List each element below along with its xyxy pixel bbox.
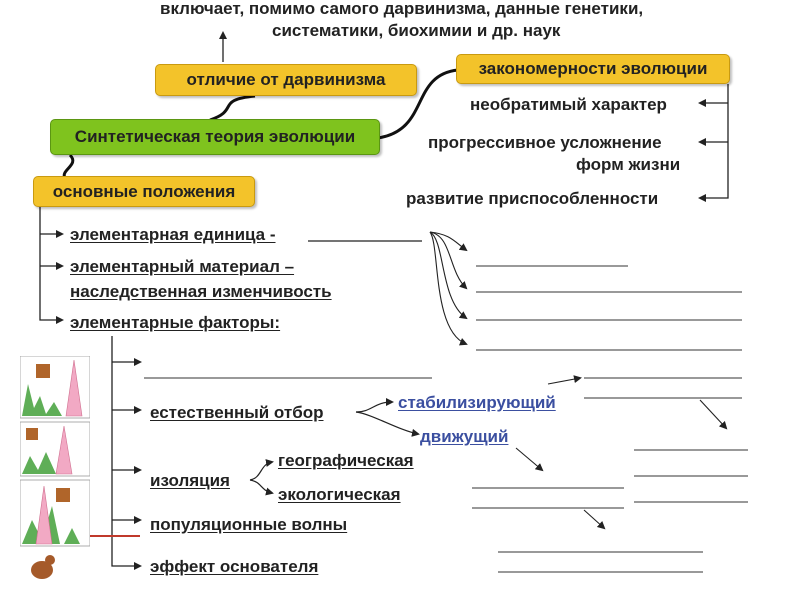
curve-to-principles bbox=[64, 155, 73, 178]
item-adaptation: развитие приспособленности bbox=[406, 189, 659, 208]
chart-panel-3 bbox=[20, 480, 90, 546]
fan-arrow-1 bbox=[430, 232, 466, 250]
chart-panel-1 bbox=[20, 356, 90, 418]
fan-arrow-3 bbox=[430, 232, 466, 318]
main-principles-box[interactable]: основные положения bbox=[33, 176, 255, 207]
principles-bracket bbox=[40, 206, 62, 320]
arrow-right-stab bbox=[548, 378, 580, 384]
item-progressive-line1: прогрессивное усложнение bbox=[428, 133, 662, 152]
difference-box[interactable]: отличие от дарвинизма bbox=[155, 64, 417, 96]
factor-population-waves: популяционные волны bbox=[150, 515, 348, 534]
population-charts-illustration bbox=[20, 356, 90, 586]
arrow-drive-down bbox=[516, 448, 542, 470]
factor-founder-effect: эффект основателя bbox=[150, 557, 319, 576]
principle-material-line1: элементарный материал – bbox=[70, 257, 295, 276]
synthetic-theory-box[interactable]: Синтетическая теория эволюции bbox=[50, 119, 380, 155]
arrow-down-right bbox=[700, 400, 726, 428]
arrow-ecological bbox=[250, 480, 272, 493]
factors-bracket bbox=[112, 336, 140, 566]
principle-elementary-unit: элементарная единица - bbox=[70, 225, 276, 244]
factor-natural-selection: естественный отбор bbox=[150, 403, 324, 422]
curve-to-difference bbox=[210, 96, 255, 120]
arrow-driving bbox=[356, 412, 418, 434]
regularities-bracket bbox=[700, 84, 728, 198]
item-progressive-line2: форм жизни bbox=[576, 155, 681, 174]
item-irreversible: необратимый характер bbox=[470, 95, 667, 114]
isolation-ecological: экологическая bbox=[278, 485, 401, 504]
selection-stabilizing: стабилизирующий bbox=[398, 393, 556, 412]
isolation-geographic: географическая bbox=[278, 451, 414, 470]
header-line-2: систематики, биохимии и др. наук bbox=[272, 21, 561, 40]
regularities-box[interactable]: закономерности эволюции bbox=[456, 54, 730, 84]
arrow-stabilizing bbox=[356, 402, 392, 412]
factor-isolation: изоляция bbox=[150, 471, 230, 490]
selection-driving: движущий bbox=[420, 427, 509, 446]
header-line-1: включает, помимо самого дарвинизма, данные генетики, bbox=[160, 0, 644, 18]
arrow-lower bbox=[584, 510, 604, 528]
arrow-geographic bbox=[250, 462, 272, 480]
principle-elementary-factors: элементарные факторы: bbox=[70, 313, 281, 332]
chart-panel-2 bbox=[20, 422, 90, 476]
animal-illustration bbox=[31, 555, 55, 579]
principle-material-line2: наследственная изменчивость bbox=[70, 282, 332, 301]
